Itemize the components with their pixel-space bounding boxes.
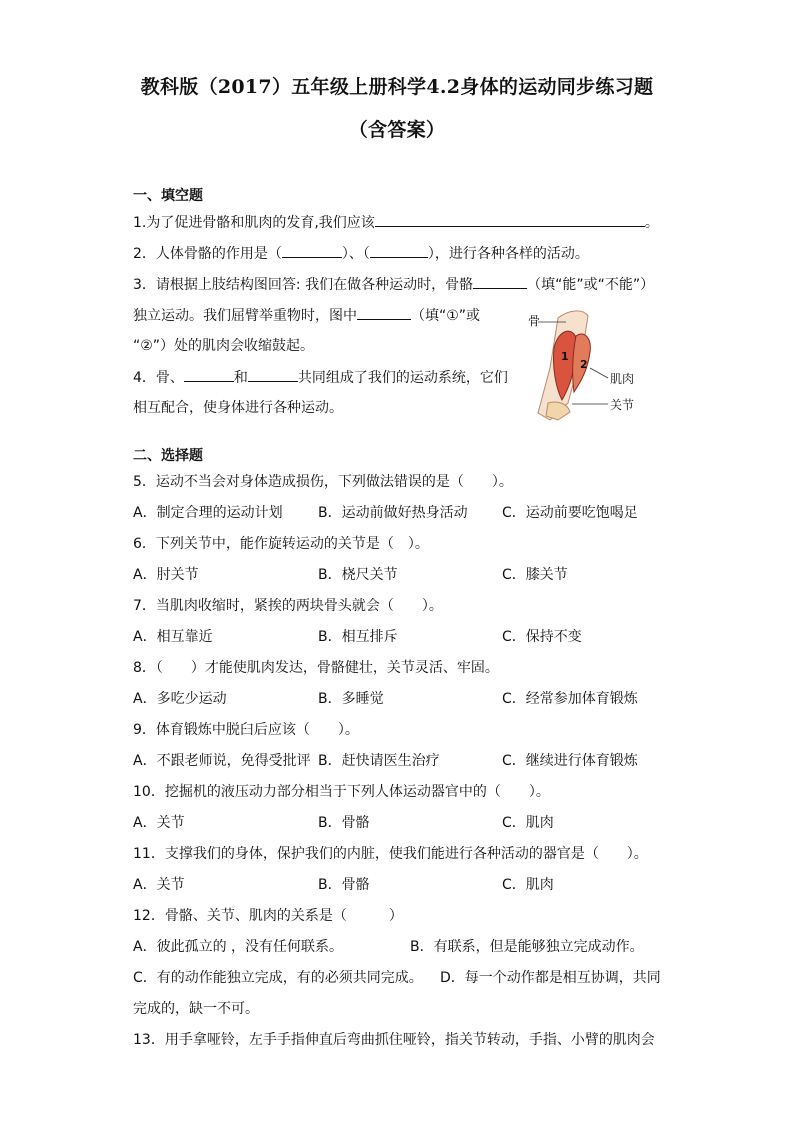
option-c[interactable]: C．运动前要吃饱喝足 <box>502 505 638 521</box>
answer-blank[interactable] <box>282 243 342 258</box>
section-choice-heading: 二、选择题 <box>133 448 203 464</box>
section-fill-heading: 一、填空题 <box>133 188 203 204</box>
answer-blank[interactable] <box>184 367 234 382</box>
question-1: 1.为了促进骨骼和肌肉的发育,我们应该 。 <box>133 212 659 233</box>
option-a[interactable]: A．多吃少运动 <box>133 691 227 707</box>
question-9: 9．体育锻炼中脱臼后应该（ ）。 <box>133 722 359 738</box>
answer-blank[interactable] <box>248 367 298 382</box>
question-3-line3: “②”）处的肌肉会收缩鼓起。 <box>133 338 315 354</box>
option-a[interactable]: A．关节 <box>133 815 185 831</box>
option-a[interactable]: A．相互靠近 <box>133 629 213 645</box>
option-c[interactable]: C．膝关节 <box>502 567 568 583</box>
option-b[interactable]: B．多睡觉 <box>318 691 384 707</box>
marker-2: 2 <box>580 358 588 371</box>
option-c[interactable]: C．保持不变 <box>502 629 582 645</box>
option-b[interactable]: B．运动前做好热身活动 <box>318 505 468 521</box>
option-d[interactable]: D．每一个动作都是相互协调，共同 <box>440 970 661 986</box>
answer-blank[interactable] <box>375 212 645 227</box>
option-c[interactable]: C．继续进行体育锻炼 <box>502 753 638 769</box>
question-3-line2: 独立运动。我们屈臂举重物时，图中 （填“①”或 <box>133 305 480 326</box>
option-c[interactable]: C．肌肉 <box>502 815 554 831</box>
option-c[interactable]: C．经常参加体育锻炼 <box>502 691 638 707</box>
answer-blank[interactable] <box>473 274 527 289</box>
question-7: 7．当肌肉收缩时，紧挨的两块骨头就会（ ）。 <box>133 598 443 614</box>
question-11: 11．支撑我们的身体，保护我们的内脏，使我们能进行各种活动的器官是（ ）。 <box>133 846 648 862</box>
question-13: 13．用手拿哑铃，左手手指伸直后弯曲抓住哑铃，指关节转动，手指、小臂的肌肉会 <box>133 1032 655 1048</box>
option-b[interactable]: B．骨骼 <box>318 877 370 893</box>
page-subtitle: （含答案） <box>348 119 446 141</box>
question-6: 6．下列关节中，能作旋转运动的关节是（ ）。 <box>133 536 429 552</box>
option-a[interactable]: A．彼此孤立的 ，没有任何联系。 <box>133 939 344 955</box>
answer-blank[interactable] <box>357 305 411 320</box>
option-b[interactable]: B．骨骼 <box>318 815 370 831</box>
option-b[interactable]: B．赶快请医生治疗 <box>318 753 440 769</box>
option-b[interactable]: B．有联系，但是能够独立完成动作。 <box>410 939 644 955</box>
option-c[interactable]: C．肌肉 <box>502 877 554 893</box>
answer-blank[interactable] <box>370 243 428 258</box>
question-5: 5．运动不当会对身体造成损伤，下列做法错误的是（ ）。 <box>133 474 513 490</box>
question-2: 2．人体骨骼的作用是（ ）、（ ），进行各种各样的活动。 <box>133 243 589 264</box>
option-b[interactable]: B．桡尺关节 <box>318 567 398 583</box>
question-8: 8．（ ）才能使肌肉发达，骨骼健壮，关节灵活、牢固。 <box>133 660 499 676</box>
option-c[interactable]: C．有的动作能独立完成，有的必须共同完成。 <box>133 970 423 986</box>
option-b[interactable]: B．相互排斥 <box>318 629 398 645</box>
option-d-continued: 完成的，缺一不可。 <box>133 1001 259 1017</box>
label-bone: 骨 <box>528 314 541 328</box>
question-10: 10．挖掘机的液压动力部分相当于下列人体运动器官中的（ ）。 <box>133 784 550 800</box>
question-4-line2: 相互配合，使身体进行各种运动。 <box>133 400 343 416</box>
arm-diagram <box>528 308 654 424</box>
label-muscle: 肌肉 <box>610 372 635 386</box>
question-12: 12．骨骼、关节、肌肉的关系是（ ） <box>133 908 403 924</box>
question-3: 3．请根据上肢结构图回答: 我们在做各种运动时，骨骼 （填“能”或“不能”） <box>133 274 654 295</box>
marker-1: 1 <box>561 350 569 363</box>
page-title: 教科版（2017）五年级上册科学4.2身体的运动同步练习题 <box>140 76 654 98</box>
option-a[interactable]: A．制定合理的运动计划 <box>133 505 283 521</box>
option-a[interactable]: A．不跟老师说，免得受批评 <box>133 753 311 769</box>
upper-limb-figure <box>528 308 654 424</box>
option-a[interactable]: A．关节 <box>133 877 185 893</box>
label-joint: 关节 <box>610 398 635 412</box>
option-a[interactable]: A．肘关节 <box>133 567 199 583</box>
question-4: 4．骨、 和 共同组成了我们的运动系统，它们 <box>133 367 508 388</box>
